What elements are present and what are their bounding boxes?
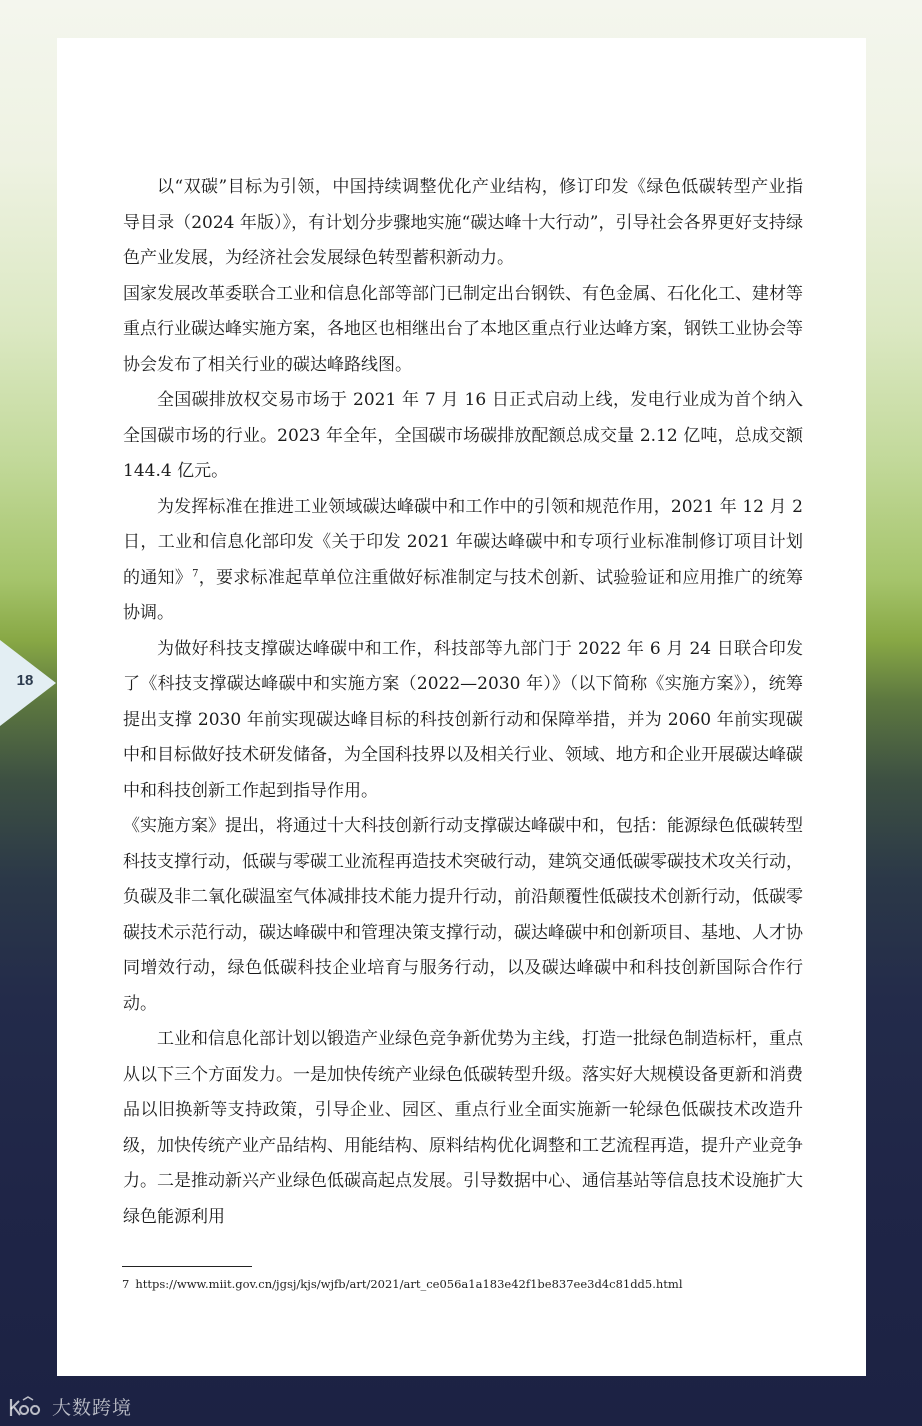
paragraph-miit-plan: 工业和信息化部计划以锻造产业绿色竞争新优势为主线，打造一批绿色制造标杆，重点从以下三个方面发力。一是加快传统产业绿色低碳转型升级。落实好大规模设备更新和消费品以旧换新等支持政策，引导企业、园区、重点行业全面实施新一轮绿色低碳技术改造升级，加快传统产业产品结构、用能结构、原料结构优化调整和工艺流程再造，提升产业竞争力。二是推动新兴产业绿色低碳高起点发展。引导数据中心、通信基站等信息技术设施扩大绿色能源利用 <box>123 1029 803 1227</box>
paragraph-industry-plans: 国家发展改革委联合工业和信息化部等部门已制定出台钢铁、有色金属、石化化工、建材等重点行业碳达峰实施方案，各地区也相继出台了本地区重点行业达峰方案，钢铁工业协会等协会发布了相关行业的碳达峰路线图。 <box>123 283 803 375</box>
footnote-reference[interactable]: 7 <box>192 567 199 579</box>
paragraph-ten-actions: 《实施方案》提出，将通过十大科技创新行动支撑碳达峰碳中和，包括：能源绿色低碳转型科技支撑行动，低碳与零碳工业流程再造技术突破行动，建筑交通低碳零碳技术攻关行动，负碳及非二氧化碳温室气体减排技术能力提升行动，前沿颠覆性低碳技术创新行动，低碳零碳技术示范行动，碳达峰碳中和管理决策支撑行动，碳达峰碳中和创新项目、基地、人才协同增效行动，绿色低碳科技企业培育与服务行动，以及碳达峰碳中和科技创新国际合作行动。 <box>123 816 803 1014</box>
kdb-logo-icon <box>8 1396 48 1420</box>
paragraph-standards <box>123 490 803 632</box>
footnote-link[interactable]: https://www.miit.gov.cn/jgsj/kjs/wjfb/art/2021/art_ce056a1a183e42f1be837ee3d4c81dd5.html <box>135 1277 683 1291</box>
watermark-text: 大数跨境 <box>52 1397 133 1419</box>
footnote-divider <box>122 1266 252 1267</box>
page-number: 18 <box>16 672 34 689</box>
document-page <box>57 38 866 1376</box>
paragraph-standards-text: 为发挥标准在推进工业领域碳达峰碳中和工作中的引领和规范作用，2021 年 12 月 2 日，工业和信息化部印发《关于印发 2021 年碳达峰碳中和专项行业标准制修订项目计划的通知》 <box>123 496 803 588</box>
body-text <box>123 170 803 1235</box>
watermark <box>8 1394 132 1422</box>
paragraph-sci-tech-plan: 为做好科技支撑碳达峰碳中和工作，科技部等九部门于 2022 年 6 月 24 日联合印发了《科技支撑碳达峰碳中和实施方案（2022—2030 年）》（以下简称《实施方案》），统筹提出支撑 2030 年前实现碳达峰目标的科技创新行动和保障举措，并为 2060 年前实现碳中和目标做好技术研发储备，为全国科技界以及相关行业、领域、地方和企业开展碳达峰碳中和科技创新工作起到指导作用。 <box>123 638 803 801</box>
paragraph-carbon-market: 全国碳排放权交易市场于 2021 年 7 月 16 日正式启动上线，发电行业成为首个纳入全国碳市场的行业。2023 年全年，全国碳市场碳排放配额总成交量 2.12 亿吨，总成交额 144.4 亿元。 <box>123 390 803 481</box>
footnote <box>122 1276 812 1292</box>
paragraph-standards-text-cont: ，要求标准起草单位注重做好标准制定与技术创新、试验验证和应用推广的统筹协调。 <box>123 567 804 623</box>
footnote-number: 7 <box>122 1277 130 1291</box>
paragraph-dual-carbon: 以“双碳”目标为引领，中国持续调整优化产业结构，修订印发《绿色低碳转型产业指导目录（2024 年版）》，有计划分步骤地实施“碳达峰十大行动”，引导社会各界更好支持绿色产业发展，为经济社会发展绿色转型蓄积新动力。 <box>123 177 803 268</box>
